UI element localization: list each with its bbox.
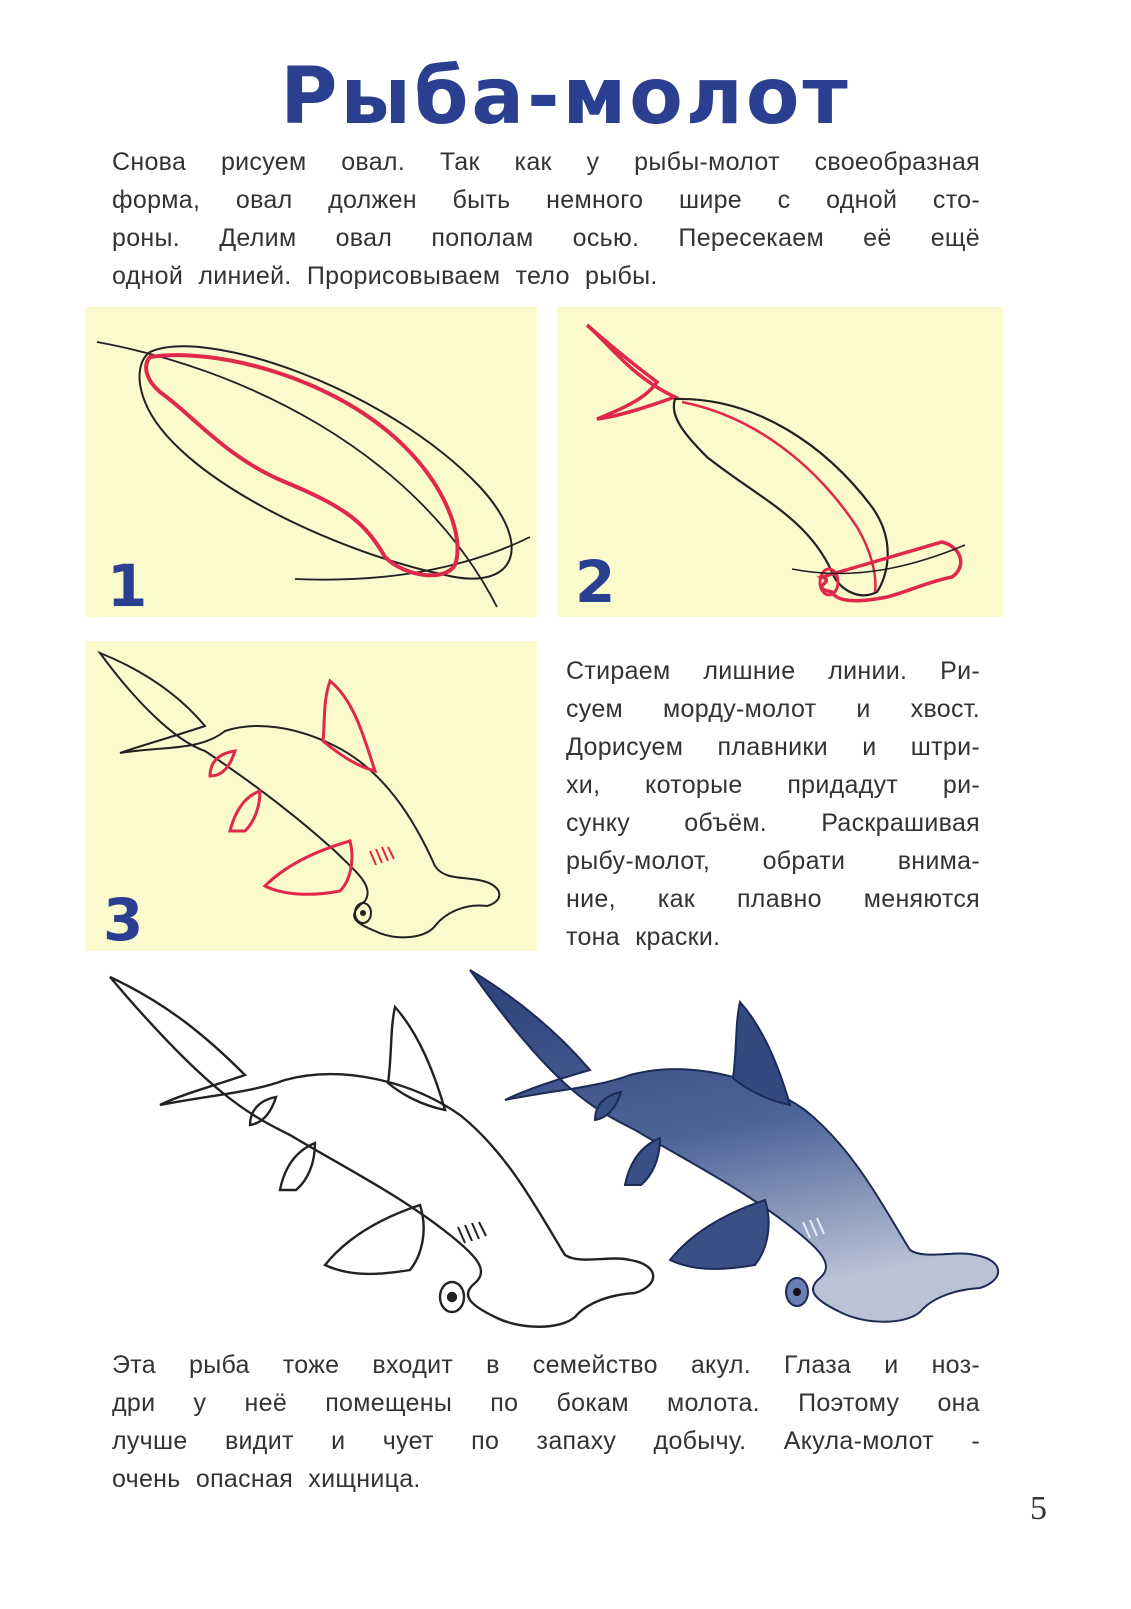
colored-shark-body (470, 970, 998, 1322)
intro-line: Снова рисуем овал. Так как у рыбы-молот своеобразная (112, 148, 980, 176)
body-line (682, 402, 875, 592)
step-3-line: Стираем лишние линии. Ри- (566, 657, 980, 685)
step-3-line: Дорисуем плавники и штри- (566, 733, 980, 761)
guide-axis (97, 342, 497, 607)
step-2-drawing (557, 307, 1003, 617)
outline-gills (458, 1222, 486, 1243)
dorsal-fin (323, 681, 375, 771)
outline-pupil (448, 1293, 456, 1301)
hammer-head (822, 542, 961, 601)
step-1-number: 1 (107, 552, 148, 620)
body-outline (146, 355, 457, 575)
small-fin (230, 791, 260, 831)
step-1-drawing (85, 307, 537, 620)
outline-shark (110, 977, 653, 1327)
outro-line: лучше видит и чует по запаху добычу. Акула-молот - (112, 1427, 980, 1455)
page-number: 5 (1030, 1490, 1047, 1527)
intro-paragraph (112, 143, 980, 295)
gill-strokes (370, 847, 394, 865)
tail (587, 325, 675, 419)
colored-pectoral-fin (670, 1200, 769, 1269)
step-1-panel (85, 307, 537, 620)
outro-line: дри у неё помещены по бокам молота. Поэтому она (112, 1389, 980, 1417)
intro-line: форма, овал должен быть немного шире с одной сто- (112, 186, 980, 214)
outline-dorsal-fin (388, 1007, 445, 1110)
final-illustration (100, 965, 1000, 1335)
outline-small-fin (280, 1143, 315, 1190)
step-3-line: суем морду-молот и хвост. (566, 695, 980, 723)
step-3-panel (85, 641, 537, 954)
outro-line: очень опасная хищница. (112, 1465, 421, 1493)
outline-pectoral-fin (325, 1205, 424, 1274)
intro-line: роны. Делим овал пополам осью. Пересекаем её ещё (112, 224, 980, 252)
step-3-line: рыбу-молот, обрати внима- (566, 847, 980, 875)
step-3-line: сунку объём. Раскрашивая (566, 809, 980, 837)
step-3-line: ние, как плавно меняются (566, 885, 980, 913)
step-3-number: 3 (103, 886, 144, 954)
step-2-panel (557, 307, 1003, 617)
pupil (360, 910, 366, 916)
pectoral-fin (265, 841, 352, 894)
step-3-line: тона краски. (566, 923, 721, 951)
outro-paragraph (112, 1346, 980, 1498)
step-3-line: хи, которые придадут ри- (566, 771, 980, 799)
page-title: Рыба-молот (280, 52, 851, 142)
step-3-drawing (85, 641, 537, 954)
colored-shark (470, 970, 998, 1322)
step-2-number: 2 (575, 548, 616, 616)
intro-line: одной линией. Прорисовываем тело рыбы. (112, 262, 658, 290)
colored-small-fin (625, 1138, 660, 1185)
outro-line: Эта рыба тоже входит в семейство акул. Глаза и ноз- (112, 1351, 980, 1379)
step-3-paragraph (566, 652, 980, 956)
colored-pupil (793, 1288, 801, 1296)
